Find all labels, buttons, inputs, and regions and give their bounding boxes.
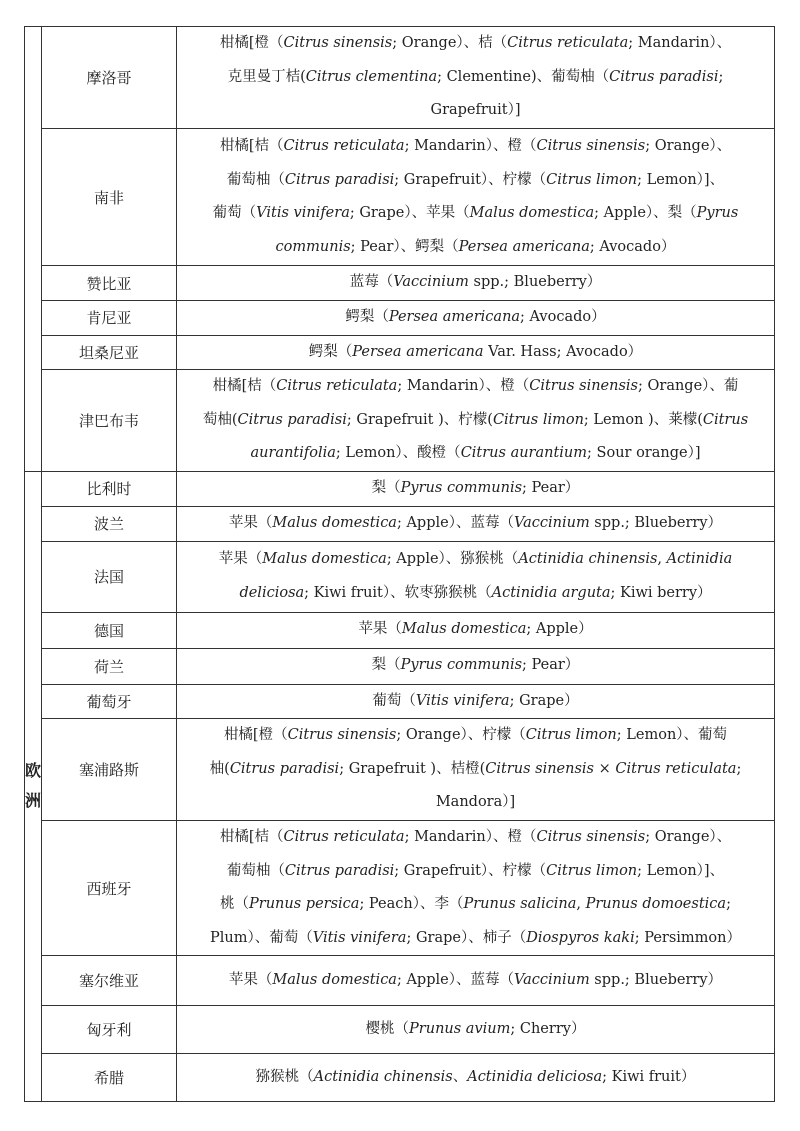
- fruit-text: 柑橘[橙（: [223, 727, 288, 744]
- fruit-line: [185, 855, 766, 889]
- country-cell: 法国: [42, 541, 177, 612]
- scientific-name: Citrus: [702, 411, 749, 428]
- table-row: [25, 335, 775, 370]
- table-row: [25, 648, 775, 684]
- country-cell: 波兰: [42, 506, 177, 541]
- fruit-text: ; Apple）、蓝莓（: [396, 971, 514, 988]
- fruit-line: [185, 685, 766, 719]
- fruit-text: ; Orange）、: [645, 829, 732, 845]
- fruit-text: ; Lemon）]、: [637, 862, 725, 879]
- scientific-name: Actinidia chinensis: [518, 551, 658, 567]
- fruit-text: Grapefruit）]: [430, 102, 521, 119]
- scientific-name: Citrus paradisi: [609, 68, 719, 85]
- fruit-text: 樱桃（: [365, 1020, 410, 1037]
- fruit-text: ; Apple）: [526, 621, 593, 638]
- fruit-text: ; Persimmon）: [634, 929, 741, 946]
- table-row: [25, 266, 775, 301]
- fruit-text: ; Grape）、柿子（: [406, 929, 527, 946]
- scientific-name: Citrus sinensis: [283, 35, 393, 52]
- scientific-name: Malus domestica: [262, 551, 387, 567]
- fruit-text: ,: [657, 551, 667, 567]
- table-row: [25, 129, 775, 266]
- fruit-text: ; Kiwi berry）: [610, 584, 712, 601]
- fruit-line: [185, 370, 766, 404]
- country-cell: 比利时: [42, 471, 177, 506]
- scientific-name: Citrus reticulata: [507, 35, 629, 52]
- scientific-name: Citrus paradisi: [229, 760, 340, 777]
- fruit-line: [185, 964, 766, 998]
- fruit-text: 猕猴桃（: [255, 1068, 314, 1085]
- fruit-text: 梨（: [371, 657, 401, 674]
- fruit-text: ; Grapefruit）、柠檬（: [394, 862, 547, 879]
- scientific-name: Citrus sinensis: [536, 829, 646, 845]
- scientific-name: Citrus reticulata: [276, 378, 398, 394]
- fruit-text: 鳄梨（: [308, 343, 353, 360]
- scientific-name: Persea americana: [458, 238, 590, 255]
- fruit-text: 葡萄柚（: [226, 862, 285, 879]
- fruit-text: ; Mandarin）、橙（: [404, 829, 537, 845]
- country-cell: 摩洛哥: [42, 27, 177, 129]
- fruit-text: ×: [594, 760, 616, 777]
- scientific-name: Prunus salicina: [463, 896, 577, 912]
- fruit-text: Mandora）]: [435, 794, 516, 811]
- scientific-name: Pyrus communis: [400, 657, 523, 674]
- country-cell: 匈牙利: [42, 1006, 177, 1054]
- fruit-line: [185, 472, 766, 506]
- fruit-list-cell: [177, 719, 775, 821]
- fruit-text: Plum）、葡萄（: [210, 929, 313, 946]
- fruit-text: ; Grapefruit）、柠檬（: [394, 171, 547, 188]
- fruit-text: 葡萄（: [372, 692, 416, 709]
- fruit-text: 葡萄柚（: [226, 171, 285, 188]
- fruit-list-cell: [177, 956, 775, 1006]
- scientific-name: Citrus paradisi: [284, 171, 395, 188]
- fruit-text: ; Kiwi fruit）: [602, 1068, 696, 1085]
- scientific-name: Malus domestica: [401, 621, 527, 638]
- fruit-line: [185, 301, 766, 335]
- fruit-text: 桃（: [220, 896, 250, 912]
- scientific-name: Vaccinium: [513, 514, 590, 531]
- fruit-text: 苹果（: [358, 621, 402, 638]
- fruit-list-cell: [177, 612, 775, 648]
- fruit-line: [185, 922, 766, 956]
- fruit-text: ; Kiwi fruit）、软枣猕猴桃（: [304, 584, 492, 601]
- fruit-text: 柑橘[桔（: [212, 378, 277, 394]
- scientific-name: Prunus domoestica: [585, 896, 727, 912]
- fruit-text: 苹果（: [228, 514, 273, 531]
- region-cell: [25, 471, 42, 1102]
- fruit-line: [185, 1013, 766, 1047]
- country-cell: 坦桑尼亚: [42, 335, 177, 370]
- scientific-name: Actinidia chinensis: [313, 1068, 453, 1085]
- fruit-line: [185, 786, 766, 820]
- fruit-text: ; Avocado）: [589, 238, 676, 255]
- scientific-name: Actinidia: [666, 551, 733, 567]
- scientific-name: Prunus persica: [249, 896, 360, 912]
- fruit-list-cell: [177, 541, 775, 612]
- fruit-text: 、: [452, 1068, 468, 1085]
- country-cell: 葡萄牙: [42, 684, 177, 719]
- fruit-list-cell: [177, 471, 775, 506]
- scientific-name: Citrus sinensis: [485, 760, 594, 777]
- scientific-name: Vitis vinifera: [312, 929, 407, 946]
- table-row: [25, 27, 775, 129]
- scientific-name: Malus domestica: [272, 514, 397, 531]
- fruit-line: [185, 404, 766, 438]
- country-cell: 塞尔维亚: [42, 956, 177, 1006]
- scientific-name: Citrus limon: [525, 727, 617, 744]
- fruit-text: ; Mandarin）、: [628, 35, 732, 52]
- table-row: [25, 506, 775, 541]
- fruit-text: 鳄梨（: [345, 309, 389, 325]
- scientific-name: Actinidia arguta: [491, 584, 611, 601]
- fruit-line: [185, 613, 766, 647]
- fruit-text: ; Apple）、猕猴桃（: [386, 551, 519, 567]
- fruit-list-cell: [177, 648, 775, 684]
- table-row: [25, 370, 775, 472]
- fruit-line: [185, 164, 766, 198]
- table-row: [25, 719, 775, 821]
- fruit-line: [185, 231, 766, 265]
- fruit-text: ; Sour orange）]: [587, 445, 701, 461]
- fruit-list-cell: [177, 266, 775, 301]
- fruit-text: ; Orange）、柠檬（: [396, 727, 526, 744]
- scientific-name: Malus domestica: [272, 971, 397, 988]
- scientific-name: Prunus avium: [409, 1020, 511, 1037]
- fruit-list-cell: [177, 506, 775, 541]
- country-cell: 荷兰: [42, 648, 177, 684]
- fruit-text: ; Cherry）: [510, 1020, 586, 1037]
- table-row: [25, 1054, 775, 1102]
- fruit-list-cell: [177, 129, 775, 266]
- scientific-name: Vitis vinifera: [256, 205, 350, 221]
- fruit-list-cell: [177, 27, 775, 129]
- fruit-list-cell: [177, 301, 775, 336]
- fruit-text: spp.; Blueberry）: [468, 274, 602, 291]
- fruit-text: ; Grape）、苹果（: [349, 205, 470, 221]
- scientific-name: Citrus paradisi: [237, 411, 347, 428]
- fruit-line: [185, 336, 766, 370]
- table-row: [25, 956, 775, 1006]
- table-body: [25, 27, 775, 1102]
- fruit-list-cell: [177, 684, 775, 719]
- fruit-text: 蓝莓（: [349, 274, 394, 291]
- scientific-name: Actinidia deliciosa: [467, 1068, 603, 1085]
- fruit-text: 苹果（: [218, 551, 263, 567]
- fruit-text: ; Pear）、鳄梨（: [350, 238, 459, 255]
- fruit-text: ; Mandarin）、橙（: [397, 378, 530, 394]
- country-cell: 津巴布韦: [42, 370, 177, 472]
- fruit-text: 苹果（: [228, 971, 273, 988]
- country-cell: 西班牙: [42, 821, 177, 956]
- fruit-line: [185, 1061, 766, 1095]
- fruit-list-cell: [177, 370, 775, 472]
- fruit-line: [185, 61, 766, 95]
- table-row: [25, 821, 775, 956]
- scientific-name: Citrus reticulata: [283, 138, 405, 154]
- country-cell: 南非: [42, 129, 177, 266]
- fruit-text: 梨（: [371, 479, 401, 496]
- scientific-name: Citrus paradisi: [284, 862, 395, 879]
- region-name-char: 欧: [25, 761, 42, 781]
- fruit-text: 柚(: [209, 760, 230, 777]
- fruit-line: [185, 94, 766, 128]
- table-row: [25, 301, 775, 336]
- scientific-name: Citrus aurantium: [460, 445, 588, 461]
- scientific-name: Citrus reticulata: [283, 829, 405, 845]
- fruit-text: 柑橘[橙（: [219, 35, 284, 52]
- scientific-name: Citrus limon: [492, 411, 584, 428]
- fruit-text: ; Avocado）: [520, 309, 606, 325]
- fruit-text: ; Lemon）]、: [637, 171, 725, 188]
- fruit-line: [185, 130, 766, 164]
- scientific-name: Vaccinium: [513, 971, 590, 988]
- scientific-name: Diospyros kaki: [526, 929, 635, 946]
- scientific-name: Vitis vinifera: [415, 692, 510, 709]
- scientific-name: Persea americana: [352, 343, 484, 360]
- country-cell: 肯尼亚: [42, 301, 177, 336]
- fruit-text: ; Pear）: [522, 479, 580, 496]
- fruit-line: [185, 197, 766, 231]
- fruit-text: ; Pear）: [522, 657, 580, 674]
- fruit-list-cell: [177, 335, 775, 370]
- scientific-name: deliciosa: [239, 584, 305, 601]
- fruit-line: [185, 543, 766, 577]
- scientific-name: Pyrus communis: [400, 479, 523, 496]
- scientific-name: Malus domestica: [469, 205, 595, 221]
- scientific-name: Citrus reticulata: [615, 760, 737, 777]
- scientific-name: Persea americana: [388, 309, 521, 325]
- fruit-text: 柑橘[桔（: [219, 138, 284, 154]
- fruit-text: ; Orange）、桔（: [392, 35, 508, 52]
- table-row: [25, 1006, 775, 1054]
- fruit-list-cell: [177, 1006, 775, 1054]
- fruit-text: ; Orange）、葡: [638, 378, 739, 394]
- fruit-list-cell: [177, 1054, 775, 1102]
- table-row: [25, 612, 775, 648]
- fruit-text: ;: [736, 760, 742, 777]
- fruit-line: [185, 507, 766, 541]
- fruit-text: ; Mandarin）、橙（: [404, 138, 537, 154]
- fruit-text: ; Peach）、李（: [359, 896, 464, 912]
- scientific-name: Citrus sinensis: [536, 138, 646, 154]
- scientific-name: communis: [275, 238, 351, 255]
- fruit-text: ; Apple）、蓝莓（: [396, 514, 514, 531]
- table-row: [25, 471, 775, 506]
- fruit-line: [185, 266, 766, 300]
- region-cell: [25, 27, 42, 472]
- fruit-text: 克里曼丁桔(: [227, 68, 306, 85]
- scientific-name: Citrus clementina: [305, 68, 438, 85]
- fruit-text: ; Grape）: [509, 692, 579, 709]
- fruit-line: [185, 27, 766, 61]
- table-row: [25, 684, 775, 719]
- country-cell: 德国: [42, 612, 177, 648]
- scientific-name: aurantifolia: [250, 445, 336, 461]
- country-cell: 塞浦路斯: [42, 719, 177, 821]
- fruit-text: Var. Hass; Avocado）: [483, 343, 643, 360]
- fruit-text: ; Lemon）、酸橙（: [335, 445, 461, 461]
- fruit-text: ; Clementine)、葡萄柚（: [437, 68, 610, 85]
- fruit-text: ;: [718, 68, 724, 85]
- fruit-text: spp.; Blueberry）: [589, 971, 723, 988]
- fruit-text: ; Lemon )、莱檬(: [583, 411, 703, 428]
- fruit-line: [185, 437, 766, 471]
- fruit-text: ; Orange）、: [645, 138, 732, 154]
- fruit-line: [185, 649, 766, 683]
- fruit-text: ; Lemon）、葡萄: [616, 727, 728, 744]
- fruit-text: ;: [726, 896, 731, 912]
- region-name-char: 洲: [25, 791, 42, 811]
- scientific-name: Pyrus: [696, 205, 739, 221]
- fruit-line: [185, 577, 766, 611]
- country-cell: 赞比亚: [42, 266, 177, 301]
- scientific-name: Citrus sinensis: [287, 727, 397, 744]
- fruit-text: 柑橘[桔（: [219, 829, 284, 845]
- scientific-name: Citrus limon: [546, 171, 638, 188]
- fruit-line: [185, 753, 766, 787]
- fruit-line: [185, 888, 766, 922]
- scientific-name: Vaccinium: [393, 274, 469, 291]
- table-row: [25, 541, 775, 612]
- fruit-text: spp.; Blueberry）: [589, 514, 723, 531]
- fruit-import-table: [24, 26, 775, 1102]
- fruit-text: ,: [576, 896, 586, 912]
- fruit-line: [185, 821, 766, 855]
- scientific-name: Citrus sinensis: [529, 378, 638, 394]
- fruit-line: [185, 719, 766, 753]
- scientific-name: Citrus limon: [546, 862, 638, 879]
- fruit-text: 葡萄（: [212, 205, 257, 221]
- fruit-list-cell: [177, 821, 775, 956]
- fruit-text: ; Grapefruit )、桔橙(: [339, 760, 486, 777]
- fruit-text: ; Grapefruit )、柠檬(: [346, 411, 493, 428]
- country-cell: 希腊: [42, 1054, 177, 1102]
- fruit-text: 萄柚(: [202, 411, 238, 428]
- fruit-text: ; Apple）、梨（: [594, 205, 697, 221]
